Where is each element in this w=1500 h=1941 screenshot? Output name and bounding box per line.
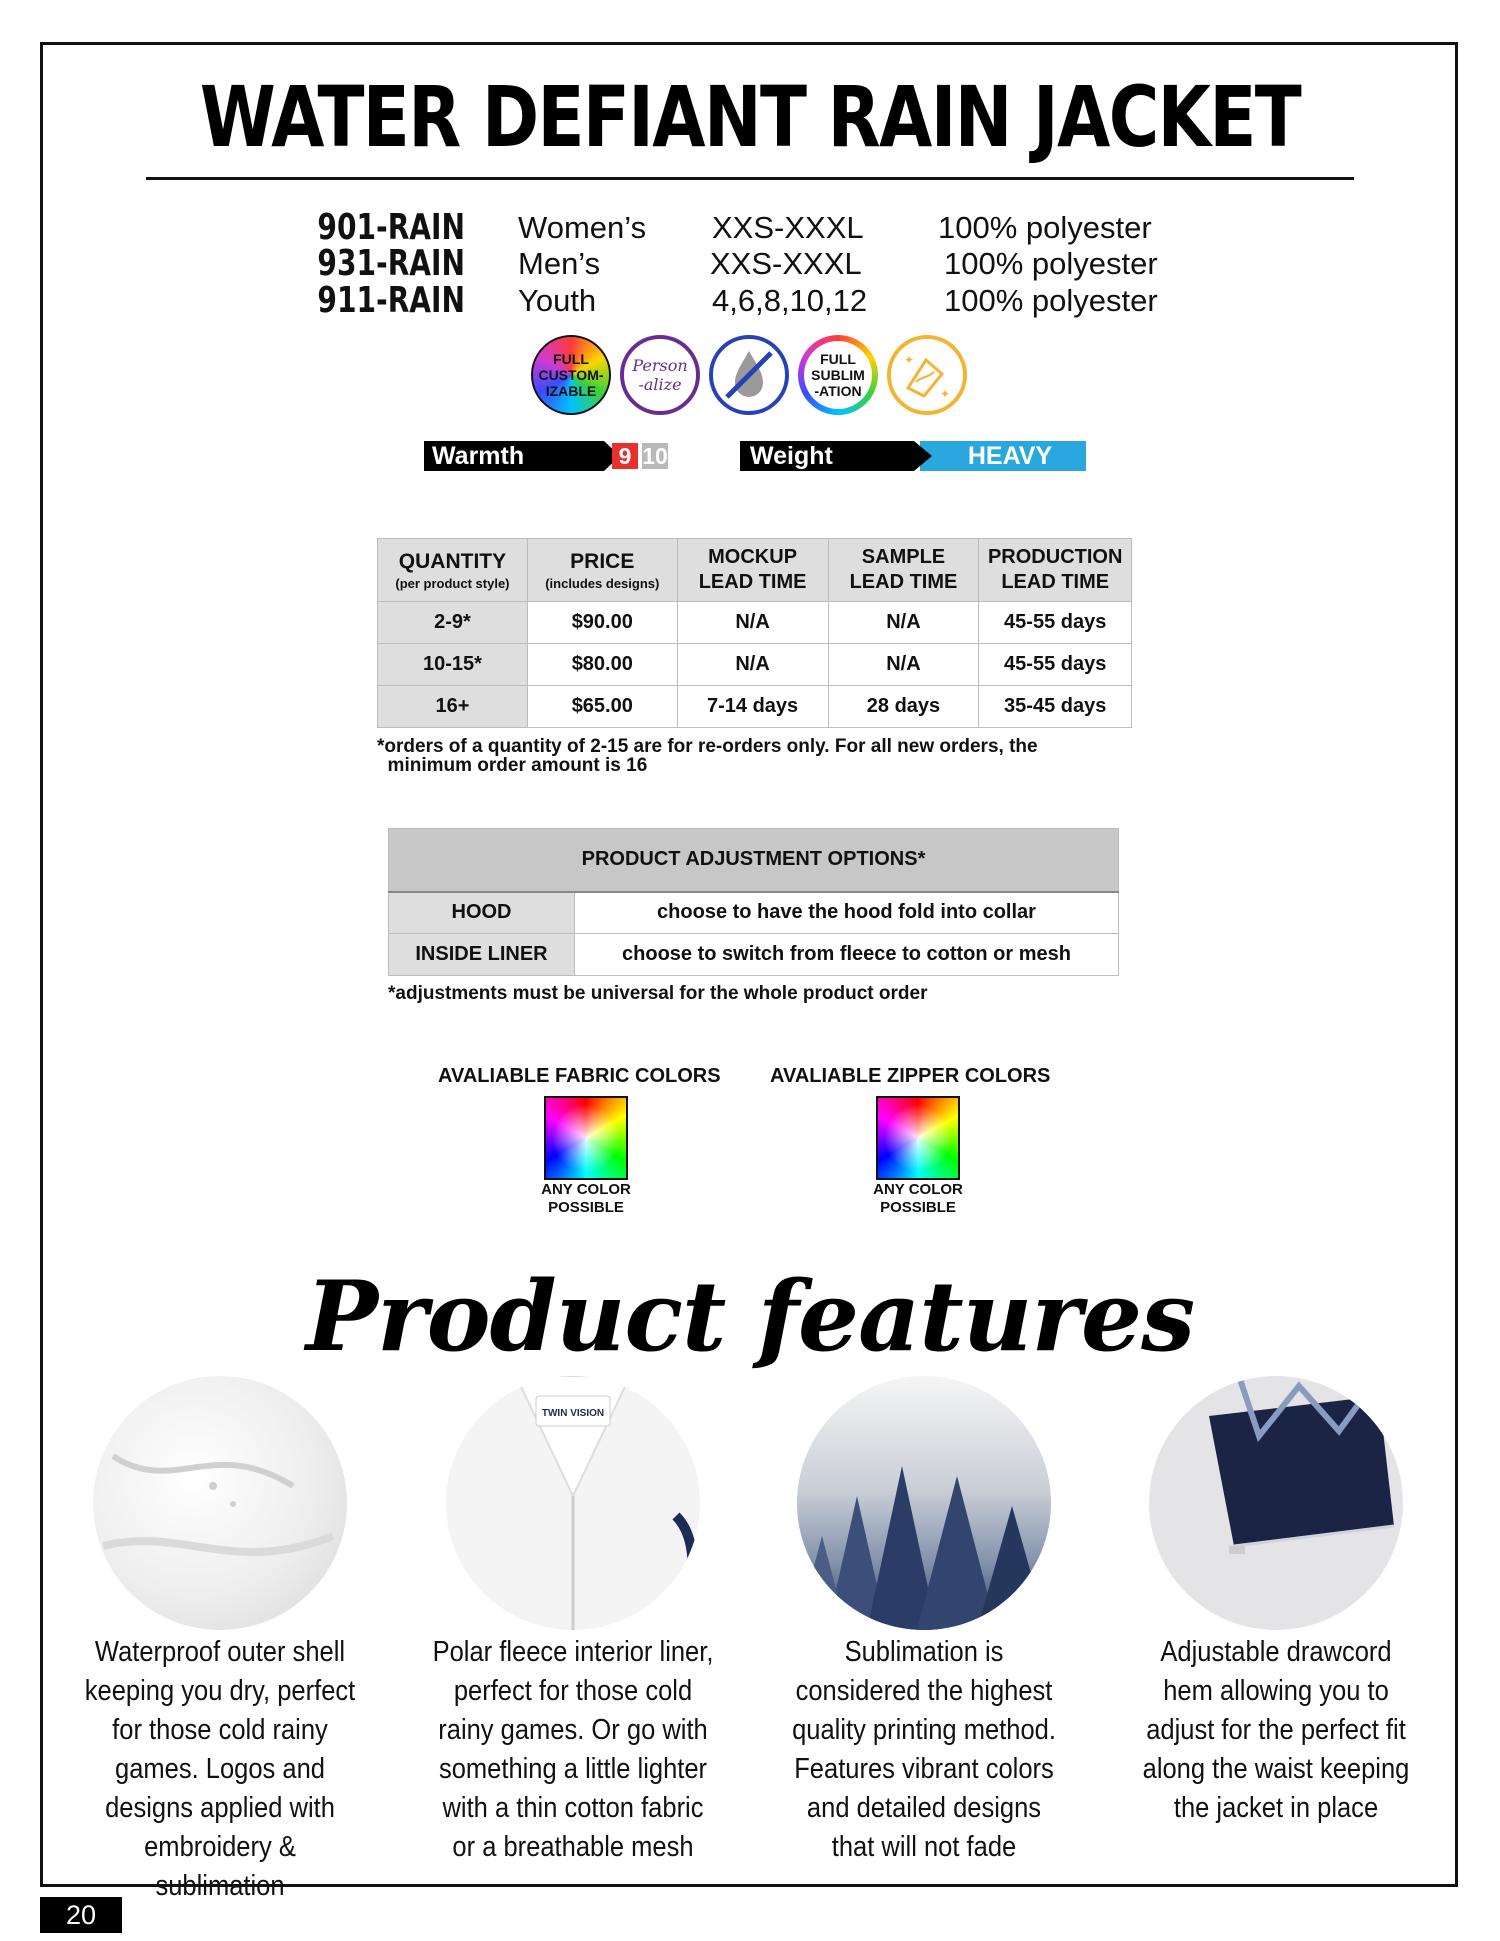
size-range: 4,6,8,10,12: [712, 283, 868, 318]
adjustment-header: PRODUCT ADJUSTMENT OPTIONS*: [389, 829, 1119, 892]
option-description: choose to switch from fleece to cotton or mesh: [575, 934, 1119, 976]
production-cell: 45-55 days: [979, 602, 1132, 644]
size-range: XXS-XXXL: [712, 210, 864, 245]
option-name: HOOD: [389, 892, 575, 934]
waterproof-shell-photo: [93, 1376, 347, 1630]
zipper-color-caption: ANY COLOR POSSIBLE: [873, 1181, 963, 1216]
feature-description: Polar fleece interior liner, perfect for those cold rainy games. Or go with something a little lighter with a thin cotton fabric or a breathable mesh: [432, 1636, 714, 1863]
fabric-colors-title: AVALIABLE FABRIC COLORS: [438, 1065, 721, 1087]
column-header: PRODUCTION LEAD TIME: [979, 539, 1132, 602]
mockup-cell: N/A: [677, 602, 828, 644]
quantity-cell: 10-15*: [378, 644, 528, 686]
svg-text:✦: ✦: [940, 387, 951, 401]
adjustment-note: *adjustments must be universal for the whole product order: [388, 983, 928, 1004]
no-water-drop-badge: [709, 335, 789, 415]
weight-value: HEAVY: [967, 442, 1053, 470]
pine-trees-icon: [797, 1376, 1051, 1630]
feature-description: Sublimation is considered the highest quality printing method. Features vibrant colors and detailed designs that will not fade: [792, 1636, 1056, 1863]
pricing-note: *orders of a quantity of 2-15 are for re-orders only. For all new orders, the minimum order amount is 16: [377, 736, 1038, 776]
embroidery-badge: [887, 335, 967, 415]
column-header: PRICE (includes designs): [527, 539, 677, 602]
column-header: QUANTITY (per product style): [378, 539, 528, 602]
mockup-cell: 7-14 days: [677, 686, 828, 728]
sublimation-forest-photo: [797, 1376, 1051, 1630]
table-header-row: [378, 539, 1132, 602]
table-row: [389, 934, 1119, 976]
page-number: 20: [40, 1897, 122, 1933]
price-cell: $80.00: [527, 644, 677, 686]
warmth-max: 10: [642, 443, 668, 469]
svg-text:✦: ✦: [904, 353, 915, 367]
jacket-hem-icon: [1149, 1376, 1403, 1630]
warmth-value: 9: [618, 443, 632, 469]
feature-description: Adjustable drawcord hem allowing you to adjust for the perfect fit along the waist keeping the jacket in place: [1142, 1636, 1410, 1824]
table-row: [378, 602, 1132, 644]
table-row: [389, 892, 1119, 934]
twin-vision-tag: TWIN VISION: [541, 1408, 605, 1419]
column-header: SAMPLE LEAD TIME: [828, 539, 979, 602]
title-divider: [146, 177, 1354, 180]
personalize-badge: Person -alize: [620, 335, 700, 415]
sku-code: 911-RAIN: [317, 280, 465, 321]
features-heading: Product features: [305, 1260, 1195, 1373]
production-cell: 45-55 days: [979, 644, 1132, 686]
sample-cell: N/A: [828, 602, 979, 644]
fit-label: Men’s: [518, 246, 601, 281]
table-row: [378, 644, 1132, 686]
full-customizable-badge: FULL CUSTOM- IZABLE: [531, 335, 611, 415]
material-text: 100% polyester: [938, 210, 1152, 245]
embroidery-icon: [896, 344, 958, 406]
adjustment-table: [388, 828, 1119, 976]
page-title: WATER DEFIANT RAIN JACKET: [199, 68, 1301, 166]
material-text: 100% polyester: [944, 246, 1158, 281]
table-row: [378, 686, 1132, 728]
full-sublimation-badge: FULL SUBLIM -ATION: [798, 335, 878, 415]
fabric-folds-icon: [93, 1376, 347, 1630]
sku-code: 901-RAIN: [317, 207, 465, 248]
fit-label: Youth: [518, 283, 597, 318]
water-drop-icon: [713, 339, 785, 411]
column-header: MOCKUP LEAD TIME: [677, 539, 828, 602]
table-header-row: [389, 829, 1119, 892]
fleece-liner-photo: [446, 1376, 700, 1630]
zipper-color-swatch: [876, 1096, 960, 1180]
price-cell: $65.00: [527, 686, 677, 728]
sku-code: 931-RAIN: [317, 243, 465, 284]
quantity-cell: 16+: [378, 686, 528, 728]
option-name: INSIDE LINER: [389, 934, 575, 976]
production-cell: 35-45 days: [979, 686, 1132, 728]
sample-cell: N/A: [828, 644, 979, 686]
feature-description: Waterproof outer shell keeping you dry, perfect for those cold rainy games. Logos and designs applied with embroidery & sublimation: [84, 1636, 356, 1902]
sample-cell: 28 days: [828, 686, 979, 728]
material-text: 100% polyester: [944, 283, 1158, 318]
warmth-label: Warmth: [432, 442, 525, 470]
weight-label: Weight: [750, 442, 833, 470]
price-cell: $90.00: [527, 602, 677, 644]
option-description: choose to have the hood fold into collar: [575, 892, 1119, 934]
mockup-cell: N/A: [677, 644, 828, 686]
zipper-colors-title: AVALIABLE ZIPPER COLORS: [770, 1065, 1051, 1087]
fabric-color-swatch: [544, 1096, 628, 1180]
pricing-table: [377, 538, 1132, 728]
quantity-cell: 2-9*: [378, 602, 528, 644]
fabric-color-caption: ANY COLOR POSSIBLE: [541, 1181, 631, 1216]
size-range: XXS-XXXL: [710, 246, 862, 281]
jacket-collar-icon: [446, 1376, 700, 1630]
fit-label: Women’s: [518, 210, 647, 245]
drawcord-hem-photo: [1149, 1376, 1403, 1630]
